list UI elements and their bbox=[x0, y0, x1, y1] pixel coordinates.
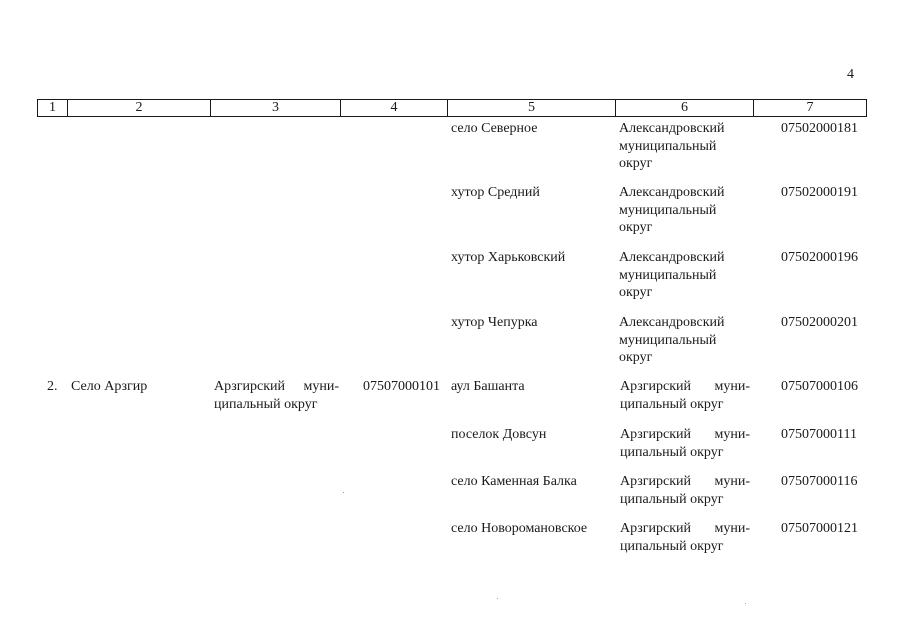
district-name bbox=[619, 184, 725, 237]
district-word: Арзгирский bbox=[620, 474, 692, 489]
district-name bbox=[620, 473, 750, 508]
district-name bbox=[619, 314, 725, 367]
settlement-name: хутор Чепурка bbox=[451, 315, 538, 330]
group-number: 2. bbox=[47, 379, 58, 394]
header-col-4: 4 bbox=[341, 100, 448, 116]
group-district bbox=[214, 378, 339, 413]
district-word: Арзгирский bbox=[620, 427, 692, 442]
district-line: ципальный округ bbox=[620, 491, 724, 507]
district-line: ципальный округ bbox=[214, 396, 318, 412]
district-word: муни- bbox=[714, 379, 750, 394]
oktmo-code: 07507000121 bbox=[781, 521, 858, 536]
district-line bbox=[620, 426, 750, 444]
group-name: Село Арзгир bbox=[71, 379, 148, 394]
district-line: Александровский bbox=[619, 121, 725, 136]
settlement-name: аул Башанта bbox=[451, 379, 525, 394]
settlement-name: хутор Харьковский bbox=[451, 250, 566, 265]
settlement-name: село Северное bbox=[451, 121, 538, 136]
oktmo-code: 07507000106 bbox=[781, 379, 858, 394]
page-number: 4 bbox=[847, 67, 854, 82]
district-line: округ bbox=[619, 285, 653, 300]
district-word: муни- bbox=[714, 521, 750, 536]
district-line: ципальный округ bbox=[620, 396, 724, 412]
district-line: ципальный округ bbox=[620, 538, 724, 554]
oktmo-code: 07507000111 bbox=[781, 427, 857, 442]
district-name bbox=[620, 520, 750, 555]
district-line: округ bbox=[619, 156, 653, 171]
district-word: Арзгирский bbox=[214, 379, 286, 394]
oktmo-code: 07502000191 bbox=[781, 185, 858, 200]
district-word: муни- bbox=[714, 474, 750, 489]
oktmo-code: 07502000181 bbox=[781, 121, 858, 136]
scan-speck bbox=[745, 603, 746, 604]
district-name bbox=[620, 378, 750, 413]
district-word: муни- bbox=[714, 427, 750, 442]
district-line: муниципальный bbox=[619, 138, 717, 154]
district-line bbox=[214, 378, 339, 396]
district-name bbox=[619, 120, 725, 173]
header-col-2: 2 bbox=[68, 100, 211, 116]
settlement-name: поселок Довсун bbox=[451, 427, 547, 442]
scan-speck bbox=[497, 598, 498, 599]
district-line bbox=[620, 473, 750, 491]
district-line: муниципальный bbox=[619, 267, 717, 283]
district-line bbox=[620, 378, 750, 396]
settlement-name: село Новоромановское bbox=[451, 521, 588, 536]
district-name bbox=[620, 426, 750, 461]
district-line: Александровский bbox=[619, 315, 725, 330]
district-line: округ bbox=[619, 220, 653, 235]
oktmo-code: 07507000116 bbox=[781, 474, 858, 489]
district-line: ципальный округ bbox=[620, 444, 724, 460]
header-col-5: 5 bbox=[448, 100, 616, 116]
district-word: муни- bbox=[303, 379, 339, 394]
district-line: Александровский bbox=[619, 185, 725, 200]
district-line bbox=[620, 520, 750, 538]
scan-speck bbox=[343, 492, 344, 493]
table-header-row bbox=[37, 99, 867, 117]
district-word: Арзгирский bbox=[620, 521, 692, 536]
settlement-name: село Каменная Балка bbox=[451, 474, 577, 489]
oktmo-code: 07502000201 bbox=[781, 315, 858, 330]
header-col-7: 7 bbox=[806, 100, 814, 115]
district-line: муниципальный bbox=[619, 202, 717, 218]
header-col-1: 1 bbox=[38, 100, 68, 116]
oktmo-code: 07502000196 bbox=[781, 250, 858, 265]
district-line: округ bbox=[619, 350, 653, 365]
district-word: Арзгирский bbox=[620, 379, 692, 394]
header-col-6: 6 bbox=[616, 100, 754, 116]
district-line: Александровский bbox=[619, 250, 725, 265]
header-col-3: 3 bbox=[211, 100, 341, 116]
district-line: муниципальный bbox=[619, 332, 717, 348]
district-name bbox=[619, 249, 725, 302]
settlement-name: хутор Средний bbox=[451, 185, 540, 200]
group-code: 07507000101 bbox=[363, 379, 440, 394]
